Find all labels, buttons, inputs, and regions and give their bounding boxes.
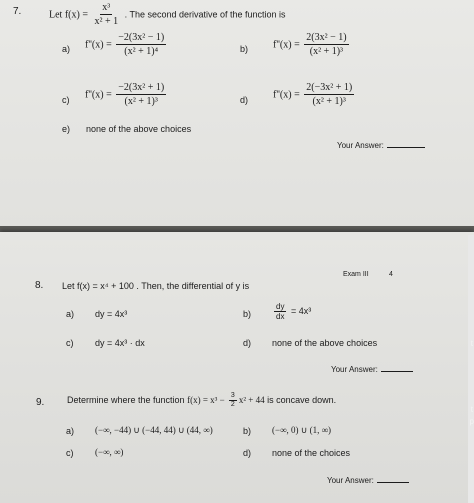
- question-9-fraction-numerator: 3: [230, 392, 235, 399]
- q9-option-c-text[interactable]: (−∞, ∞): [95, 447, 124, 457]
- q9-option-d-letter[interactable]: d): [243, 448, 252, 458]
- question-7-function-denominator: x² + 1: [94, 16, 119, 27]
- question-9-function: f(x) = x³ −: [187, 394, 227, 405]
- question-9-fraction-denominator: 2: [230, 401, 235, 408]
- q7-option-c-lhs: f''(x) =: [85, 89, 112, 101]
- q7-option-d-expression[interactable]: [273, 82, 356, 108]
- edge-letter-2: t: [470, 405, 473, 414]
- q8-option-c-letter[interactable]: c): [66, 338, 74, 348]
- question-9-function-tail: x² + 44: [238, 394, 265, 405]
- q7-option-e-letter[interactable]: e): [62, 124, 71, 134]
- page-number: 4: [389, 271, 393, 278]
- q7-option-a-lhs: f''(x) =: [85, 39, 112, 51]
- question-7-function-numerator: x³: [102, 2, 111, 13]
- q8-option-b-fraction: [274, 302, 286, 321]
- question-7-prompt: [49, 2, 286, 28]
- q7-option-a-denominator: (x² + 1)⁴: [124, 46, 159, 57]
- q7-option-b-letter[interactable]: b): [240, 44, 249, 54]
- q7-option-d-letter[interactable]: d): [240, 95, 249, 105]
- q7-option-b-numerator: 2(3x² − 1): [306, 32, 347, 43]
- q7-option-a-numerator: −2(3x² − 1): [118, 32, 165, 43]
- q9-option-c-letter[interactable]: c): [66, 448, 74, 458]
- q7-answer-label: Your Answer:: [337, 141, 384, 150]
- q7-answer-field[interactable]: [337, 139, 425, 150]
- q8-option-a-letter[interactable]: a): [66, 309, 75, 319]
- q7-option-c-letter[interactable]: c): [62, 95, 70, 105]
- question-7-number: 7.: [13, 6, 22, 17]
- q7-option-a-expression[interactable]: [85, 32, 168, 58]
- q7-option-c-denominator: (x² + 1)³: [124, 96, 158, 107]
- q9-answer-blank[interactable]: [377, 474, 409, 483]
- q8-option-b-rhs: = 4x³: [290, 305, 312, 316]
- question-8-prompt: Let f(x) = x⁴ + 100 . Then, the differential of y is: [62, 281, 250, 291]
- q9-option-b-text[interactable]: (−∞, 0) ∪ (1, ∞): [272, 425, 331, 435]
- q8-option-d-letter[interactable]: d): [243, 338, 252, 348]
- q7-option-d-lhs: f''(x) =: [273, 89, 300, 101]
- question-9-function-fraction: [229, 392, 237, 409]
- q7-option-b-denominator: (x² + 1)³: [309, 46, 344, 57]
- question-8-number: 8.: [35, 280, 44, 291]
- exam-title: Exam III: [343, 271, 369, 278]
- q7-answer-blank[interactable]: [387, 139, 425, 148]
- q7-option-e-text[interactable]: none of the above choices: [86, 124, 192, 134]
- q8-option-a-text[interactable]: dy = 4x³: [95, 309, 128, 319]
- q9-answer-field[interactable]: [327, 474, 409, 485]
- edge-letter-1: t: [470, 339, 473, 348]
- q7-option-c-numerator: −2(3x² + 1): [118, 82, 165, 93]
- q8-answer-blank[interactable]: [381, 363, 413, 372]
- q7-option-c-fraction: [116, 82, 166, 108]
- question-9-number: 9.: [36, 397, 45, 408]
- q8-answer-field[interactable]: [331, 363, 413, 374]
- q8-answer-label: Your Answer:: [331, 365, 378, 374]
- q8-option-b-denominator: dx: [276, 312, 285, 321]
- q7-option-b-fraction: [304, 32, 348, 58]
- q7-option-b-lhs: f''(x) =: [273, 39, 300, 51]
- q8-option-c-text[interactable]: dy = 4x³ · dx: [95, 338, 145, 348]
- q8-option-b-expression[interactable]: [272, 302, 311, 321]
- question-9-prompt-suffix: is concave down.: [267, 394, 337, 405]
- q9-option-b-letter[interactable]: b): [243, 426, 252, 436]
- q7-option-a-letter[interactable]: a): [62, 44, 71, 54]
- q7-option-d-fraction: [304, 82, 354, 108]
- q7-option-d-denominator: (x² + 1)³: [312, 96, 346, 107]
- q8-option-b-letter[interactable]: b): [243, 309, 252, 319]
- page-edge: [468, 235, 474, 503]
- question-7-prompt-suffix: . The second derivative of the function is: [124, 9, 286, 20]
- question-7-prompt-prefix: Let f(x) =: [49, 9, 88, 21]
- q8-option-b-numerator: dy: [276, 302, 285, 311]
- q9-answer-label: Your Answer:: [327, 476, 374, 485]
- exam-page-top: [0, 0, 474, 228]
- question-7-function-fraction: [92, 2, 120, 28]
- q7-option-b-expression[interactable]: [273, 32, 351, 58]
- q7-option-d-numerator: 2(−3x² + 1): [306, 82, 353, 93]
- q9-option-a-text[interactable]: (−∞, −44) ∪ (−44, 44) ∪ (44, ∞): [95, 425, 213, 435]
- q8-option-d-text[interactable]: none of the above choices: [272, 338, 378, 348]
- q7-option-c-expression[interactable]: [85, 82, 168, 108]
- q9-option-d-text[interactable]: none of the choices: [272, 448, 351, 458]
- q9-option-a-letter[interactable]: a): [66, 426, 75, 436]
- question-9-prompt-prefix: Determine where the function: [67, 394, 185, 405]
- q7-option-a-fraction: [116, 32, 166, 58]
- edge-letter-3: p: [469, 417, 474, 426]
- question-9-prompt: [67, 392, 336, 409]
